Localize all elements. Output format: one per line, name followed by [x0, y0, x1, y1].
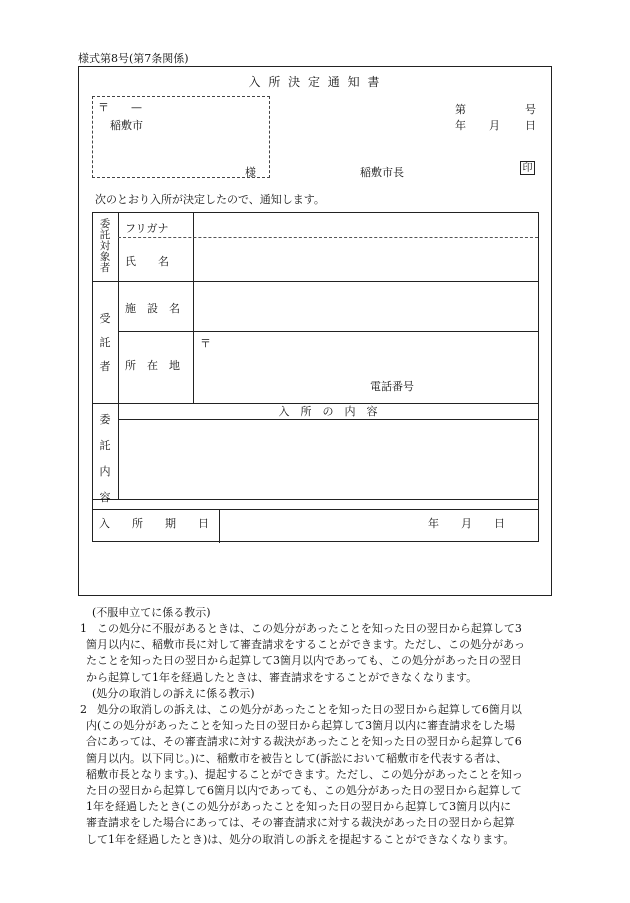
notice-heading-2: (処分の取消しの訴えに係る教示) — [92, 687, 255, 700]
label-shimei: 氏 名 — [125, 255, 169, 268]
intro-text: 次のとおり入所が決定したので、通知します。 — [95, 193, 325, 206]
date-month: 月 — [489, 119, 500, 132]
notice-item-1-line: から起算して1年を経過したときは、審査請求をすることができなくなります。 — [86, 670, 478, 684]
label-furigana: フリガナ — [125, 222, 169, 235]
label-shisetsu: 施 設 名 — [125, 302, 180, 315]
notice-item-2-line: 稲敷市長となります。)、提起することができます。ただし、この処分があったことを知っ — [86, 767, 523, 781]
notice-item-2-line: 処分の取消しの訴えは、この処分があったことを知った日の翌日から起算して6箇月以 — [97, 703, 522, 716]
section-jutaku: 受託者 — [99, 312, 111, 373]
label-shozaichi: 所 在 地 — [125, 359, 180, 372]
notice-item-2-line: 箇月以内。以下同じ。)に、稲敷市を被告として(訴訟において稲敷市を代表する者は、 — [86, 751, 508, 765]
notice-item-1-line: たことを知った日の翌日から起算して3箇月以内であっても、この処分があった日の翌日 — [86, 654, 522, 668]
doc-number-go: 号 — [525, 103, 536, 116]
notice-item-2-line: 審査請求をした場合にあっては、その審査請求に対する裁決があった日の翌日から起算 — [86, 816, 515, 830]
notice-heading-1: (不服申立てに係る教示) — [92, 606, 211, 619]
notice-item-1-line: この処分に不服があるときは、この処分があったことを知った日の翌日から起算して3 — [97, 622, 522, 635]
seal-mark: 印 — [520, 161, 535, 175]
address-city: 稲敷市 — [110, 119, 143, 132]
notice-item-1-line: 箇月以内に、稲敷市長に対して審査請求をすることができます。ただし、この処分があっ — [86, 638, 526, 652]
notice-item-2-line: た日の翌日から起算して6箇月以内であっても、この処分があった日の翌日から起算して — [86, 784, 522, 798]
date-year: 年 — [455, 119, 466, 132]
notice-item-1 — [86, 621, 525, 686]
document-title: 入 所 決 定 通 知 書 — [248, 75, 382, 89]
label-nyusho-kijitsu: 入 所 期 日 — [99, 517, 209, 530]
doc-number-dai: 第 — [455, 103, 466, 116]
label-phone: 電話番号 — [370, 380, 414, 393]
notice-item-2 — [86, 702, 523, 848]
postal-mark: 〒 — [200, 337, 211, 350]
notice-item-1-number: 1 — [80, 622, 87, 635]
address-postal: 〒 — — [98, 101, 142, 114]
issuer-name: 稲敷市長 — [360, 166, 404, 179]
notice-item-2-line: して1年を経過したとき)は、処分の取消しの訴えを提起することができなくなります。 — [86, 832, 515, 846]
detail-table — [92, 212, 539, 542]
notice-item-2-line: 合にあっては、その審査請求に対する裁決があったことを知った日の翌日から起算して6 — [86, 735, 522, 749]
naiyo-header: 入 所 の 内 容 — [278, 405, 378, 418]
date-day: 日 — [525, 119, 536, 132]
section-itaku-naiyo: 委託内容 — [99, 413, 111, 504]
form-number: 様式第8号(第7条関係) — [78, 52, 189, 65]
notice-item-2-number: 2 — [80, 703, 87, 716]
notice-item-2-line: 1年を経過したとき(この処分があったことを知った日の翌日から起算して3箇月以内に — [86, 800, 512, 814]
nyusho-date: 年 月 日 — [428, 517, 505, 530]
address-honorific: 様 — [245, 166, 256, 179]
notice-item-2-line: 内(この処分があったことを知った日の翌日から起算して3箇月以内に審査請求をした場 — [86, 719, 516, 733]
section-itaku-taisho: 委託対象者 — [99, 218, 111, 274]
